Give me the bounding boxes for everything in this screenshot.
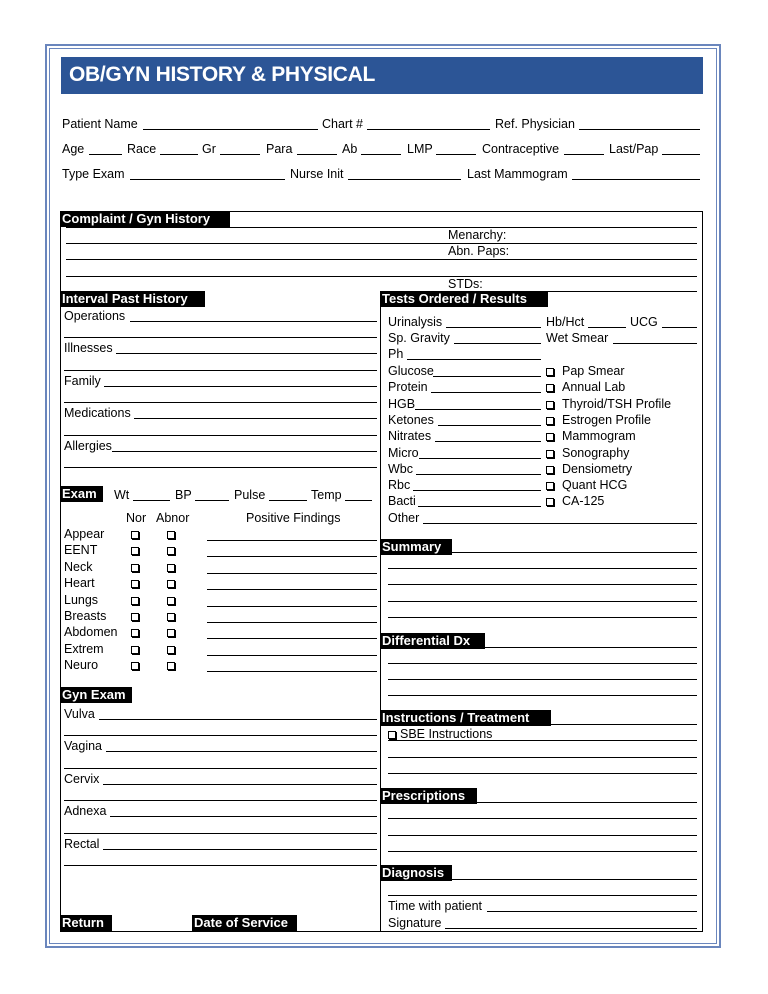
- cervix-label: Cervix: [64, 772, 100, 786]
- return-heading: Return: [60, 915, 112, 931]
- exam-abnor-checkbox[interactable]: [167, 646, 175, 654]
- gr-label: Gr: [202, 142, 216, 156]
- adnexa-label: Adnexa: [64, 804, 107, 818]
- sbe-instructions-label: SBE Instructions: [400, 727, 493, 741]
- rectal-field[interactable]: [103, 849, 377, 850]
- exam-findings-field[interactable]: [207, 606, 377, 607]
- exam-abnor-checkbox[interactable]: [167, 613, 175, 621]
- exam-findings-field[interactable]: [207, 638, 377, 639]
- last-mammogram-field[interactable]: [572, 179, 700, 180]
- prescriptions-line[interactable]: [477, 802, 697, 803]
- test-order-label: Annual Lab: [562, 380, 626, 395]
- exam-nor-checkbox[interactable]: [131, 646, 139, 654]
- tests-heading: Tests Ordered / Results: [380, 291, 548, 307]
- ref-physician-label: Ref. Physician: [495, 117, 575, 131]
- bp-label: BP: [175, 488, 192, 502]
- instructions-line[interactable]: [388, 773, 697, 774]
- summary-line[interactable]: [388, 601, 697, 602]
- page-border-inner: [49, 48, 717, 944]
- family-label: Family: [64, 374, 101, 388]
- pulse-label: Pulse: [234, 488, 266, 502]
- exam-abnor-checkbox[interactable]: [167, 580, 175, 588]
- exam-abnor-checkbox[interactable]: [167, 629, 175, 637]
- exam-nor-checkbox[interactable]: [131, 531, 139, 539]
- urinalysis-field[interactable]: [446, 327, 541, 328]
- differential-line[interactable]: [388, 695, 697, 696]
- summary-line[interactable]: [452, 552, 697, 553]
- operations-field[interactable]: [130, 321, 377, 322]
- signature-field[interactable]: [445, 928, 697, 929]
- menarchy-label: Menarchy:: [448, 228, 507, 242]
- prescriptions-heading: Prescriptions: [380, 788, 477, 804]
- exam-findings-field[interactable]: [207, 671, 377, 672]
- complaint-heading: Complaint / Gyn History: [60, 211, 230, 227]
- differential-line[interactable]: [485, 647, 697, 648]
- test-order-label: Sonography: [562, 445, 630, 460]
- ph-field[interactable]: [407, 359, 541, 360]
- test-order-label: Thyroid/TSH Profile: [562, 396, 672, 411]
- differential-heading: Differential Dx: [380, 633, 485, 649]
- exam-row-label: Neuro: [64, 658, 99, 673]
- test-order-label: Densiometry: [562, 461, 633, 476]
- hb-hct-label: Hb/Hct: [546, 315, 585, 329]
- exam-nor-checkbox[interactable]: [131, 613, 139, 621]
- medications-label: Medications: [64, 406, 131, 420]
- test-order-label: Pap Smear: [562, 364, 625, 378]
- sp-gravity-label: Sp. Gravity: [388, 331, 450, 345]
- test-result-field[interactable]: [431, 392, 541, 393]
- exam-heading: Exam: [60, 486, 103, 502]
- other-field[interactable]: [423, 523, 697, 524]
- test-order-checkbox[interactable]: [546, 417, 554, 425]
- instructions-line[interactable]: [551, 724, 697, 725]
- family-line[interactable]: [64, 402, 377, 403]
- test-result-field[interactable]: [413, 490, 541, 491]
- abnor-column-header: Abnor: [156, 511, 190, 525]
- patient-name-field[interactable]: [143, 129, 318, 130]
- exam-nor-checkbox[interactable]: [131, 662, 139, 670]
- medications-line[interactable]: [64, 435, 377, 436]
- gyn-exam-heading: Gyn Exam: [60, 687, 132, 703]
- complaint-line[interactable]: [66, 276, 697, 277]
- illnesses-line[interactable]: [64, 370, 377, 371]
- urinalysis-label: Urinalysis: [388, 315, 443, 329]
- test-result-field[interactable]: [418, 506, 541, 507]
- operations-label: Operations: [64, 309, 126, 323]
- para-field[interactable]: [297, 154, 337, 155]
- type-exam-label: Type Exam: [62, 167, 125, 181]
- wt-field[interactable]: [133, 500, 170, 501]
- exam-row-label: EENT: [64, 543, 98, 558]
- exam-nor-checkbox[interactable]: [131, 597, 139, 605]
- diagnosis-line[interactable]: [388, 895, 697, 896]
- exam-nor-checkbox[interactable]: [131, 547, 139, 555]
- exam-findings-field[interactable]: [207, 573, 377, 574]
- test-label: Glucose: [388, 364, 434, 378]
- temp-label: Temp: [311, 488, 342, 502]
- diagnosis-heading: Diagnosis: [380, 865, 452, 881]
- test-order-checkbox[interactable]: [546, 498, 554, 506]
- test-result-field[interactable]: [438, 425, 541, 426]
- abn-paps-label: Abn. Paps:: [448, 244, 510, 258]
- allergies-field[interactable]: [112, 451, 377, 452]
- exam-abnor-checkbox[interactable]: [167, 564, 175, 572]
- operations-line[interactable]: [64, 337, 377, 338]
- exam-row-label: Abdomen: [64, 625, 118, 640]
- exam-findings-field[interactable]: [207, 655, 377, 656]
- nurse-init-label: Nurse Init: [290, 167, 344, 181]
- exam-abnor-checkbox[interactable]: [167, 547, 175, 555]
- exam-findings-field[interactable]: [207, 622, 377, 623]
- ab-field[interactable]: [361, 154, 401, 155]
- last-mammogram-label: Last Mammogram: [467, 167, 568, 181]
- sp-gravity-field[interactable]: [454, 343, 541, 344]
- wet-smear-label: Wet Smear: [546, 331, 609, 345]
- summary-heading: Summary: [380, 539, 452, 555]
- adnexa-line[interactable]: [64, 833, 377, 834]
- rectal-line[interactable]: [64, 865, 377, 866]
- gr-field[interactable]: [220, 154, 260, 155]
- test-order-label: Mammogram: [562, 429, 636, 444]
- exam-row-label: Extrem: [64, 641, 104, 656]
- vulva-line[interactable]: [64, 735, 377, 736]
- ref-physician-field[interactable]: [579, 129, 700, 130]
- patient-name-label: Patient Name: [62, 117, 138, 131]
- main-box-bottom-border: [60, 931, 703, 932]
- test-label: Ketones: [388, 412, 434, 427]
- exam-row-label: Heart: [64, 576, 95, 591]
- contraceptive-field[interactable]: [564, 154, 604, 155]
- summary-line[interactable]: [388, 584, 697, 585]
- summary-line[interactable]: [388, 617, 697, 618]
- test-label: Micro: [388, 445, 419, 460]
- column-divider: [380, 291, 381, 932]
- last-pap-label: Last/Pap: [609, 142, 659, 156]
- time-with-patient-label: Time with patient: [388, 899, 483, 913]
- test-result-field[interactable]: [416, 474, 541, 475]
- summary-line[interactable]: [388, 568, 697, 569]
- cervix-field[interactable]: [103, 784, 377, 785]
- bp-field[interactable]: [195, 500, 229, 501]
- adnexa-field[interactable]: [110, 816, 377, 817]
- main-box-right-border: [702, 211, 703, 932]
- exam-row-label: Neck: [64, 559, 93, 574]
- test-order-checkbox[interactable]: [546, 368, 554, 376]
- exam-nor-checkbox[interactable]: [131, 564, 139, 572]
- wt-label: Wt: [114, 488, 130, 502]
- rectal-label: Rectal: [64, 837, 100, 851]
- allergies-line[interactable]: [64, 467, 377, 468]
- test-label: Bacti: [388, 494, 416, 509]
- medications-field[interactable]: [134, 418, 377, 419]
- main-box-top-border: [230, 211, 703, 212]
- stds-label: STDs:: [448, 277, 483, 291]
- nurse-init-field[interactable]: [348, 179, 461, 180]
- complaint-line[interactable]: [66, 227, 697, 228]
- exam-row-label: Appear: [64, 527, 105, 541]
- form-title: OB/GYN HISTORY & PHYSICAL: [69, 63, 375, 86]
- test-order-checkbox[interactable]: [546, 433, 554, 441]
- vulva-label: Vulva: [64, 707, 95, 721]
- cervix-line[interactable]: [64, 800, 377, 801]
- age-label: Age: [62, 142, 85, 156]
- main-box-left-border: [60, 211, 61, 932]
- exam-findings-field[interactable]: [207, 540, 377, 541]
- prescriptions-line[interactable]: [388, 835, 697, 836]
- instructions-line[interactable]: [388, 757, 697, 758]
- type-exam-field[interactable]: [130, 179, 285, 180]
- wet-smear-field[interactable]: [613, 343, 697, 344]
- illnesses-field[interactable]: [116, 353, 377, 354]
- chart-field[interactable]: [367, 129, 490, 130]
- complaint-line[interactable]: [66, 243, 697, 244]
- test-result-field[interactable]: [419, 458, 541, 459]
- exam-nor-checkbox[interactable]: [131, 580, 139, 588]
- interval-heading: Interval Past History: [60, 291, 205, 307]
- instructions-heading: Instructions / Treatment: [380, 710, 551, 726]
- differential-line[interactable]: [388, 663, 697, 664]
- race-label: Race: [127, 142, 157, 156]
- family-field[interactable]: [104, 386, 377, 387]
- exam-findings-field[interactable]: [207, 556, 377, 557]
- test-label: Wbc: [388, 461, 413, 476]
- pulse-field[interactable]: [269, 500, 307, 501]
- para-label: Para: [266, 142, 293, 156]
- ucg-field[interactable]: [662, 327, 697, 328]
- test-order-label: Estrogen Profile: [562, 412, 651, 427]
- test-label: Protein: [388, 380, 428, 395]
- temp-field[interactable]: [345, 500, 372, 501]
- test-result-field[interactable]: [435, 441, 541, 442]
- prescriptions-line[interactable]: [388, 818, 697, 819]
- ab-label: Ab: [342, 142, 358, 156]
- ph-label: Ph: [388, 347, 404, 361]
- test-order-label: CA-125: [562, 494, 605, 509]
- vulva-field[interactable]: [99, 719, 377, 720]
- other-label: Other: [388, 511, 420, 525]
- date-of-service-heading: Date of Service: [192, 915, 297, 931]
- prescriptions-line[interactable]: [388, 851, 697, 852]
- exam-abnor-checkbox[interactable]: [167, 531, 175, 539]
- exam-row-label: Breasts: [64, 609, 107, 623]
- ucg-label: UCG: [630, 315, 658, 329]
- test-order-checkbox[interactable]: [546, 466, 554, 474]
- exam-abnor-checkbox[interactable]: [167, 597, 175, 605]
- last-pap-field[interactable]: [662, 154, 700, 155]
- findings-column-header: Positive Findings: [246, 511, 341, 525]
- signature-label: Signature: [388, 916, 442, 930]
- test-order-checkbox[interactable]: [546, 384, 554, 392]
- exam-row-label: Lungs: [64, 592, 99, 607]
- diagnosis-line[interactable]: [452, 879, 697, 880]
- contraceptive-label: Contraceptive: [482, 142, 560, 156]
- exam-abnor-checkbox[interactable]: [167, 662, 175, 670]
- illnesses-label: Illnesses: [64, 341, 113, 355]
- instructions-line[interactable]: [388, 740, 697, 741]
- lmp-field[interactable]: [436, 154, 476, 155]
- test-label: Rbc: [388, 478, 411, 493]
- vagina-label: Vagina: [64, 739, 102, 753]
- test-order-checkbox[interactable]: [546, 401, 554, 409]
- allergies-label: Allergies: [64, 439, 112, 453]
- nor-column-header: Nor: [126, 511, 147, 525]
- time-with-patient-field[interactable]: [487, 911, 697, 912]
- sbe-instructions-checkbox[interactable]: [388, 731, 396, 739]
- lmp-label: LMP: [407, 142, 433, 156]
- test-label: Nitrates: [388, 429, 432, 444]
- test-label: HGB: [388, 396, 416, 411]
- chart-label: Chart #: [322, 117, 363, 131]
- differential-line[interactable]: [388, 679, 697, 680]
- test-order-checkbox[interactable]: [546, 482, 554, 490]
- test-result-field[interactable]: [415, 409, 541, 410]
- test-order-checkbox[interactable]: [546, 450, 554, 458]
- test-result-field[interactable]: [433, 376, 541, 377]
- test-order-label: Quant HCG: [562, 478, 628, 493]
- complaint-line[interactable]: [66, 259, 697, 260]
- exam-nor-checkbox[interactable]: [131, 629, 139, 637]
- vagina-line[interactable]: [64, 768, 377, 769]
- vagina-field[interactable]: [106, 751, 377, 752]
- exam-findings-field[interactable]: [207, 589, 377, 590]
- age-field[interactable]: [89, 154, 122, 155]
- hb-hct-field[interactable]: [588, 327, 626, 328]
- race-field[interactable]: [160, 154, 198, 155]
